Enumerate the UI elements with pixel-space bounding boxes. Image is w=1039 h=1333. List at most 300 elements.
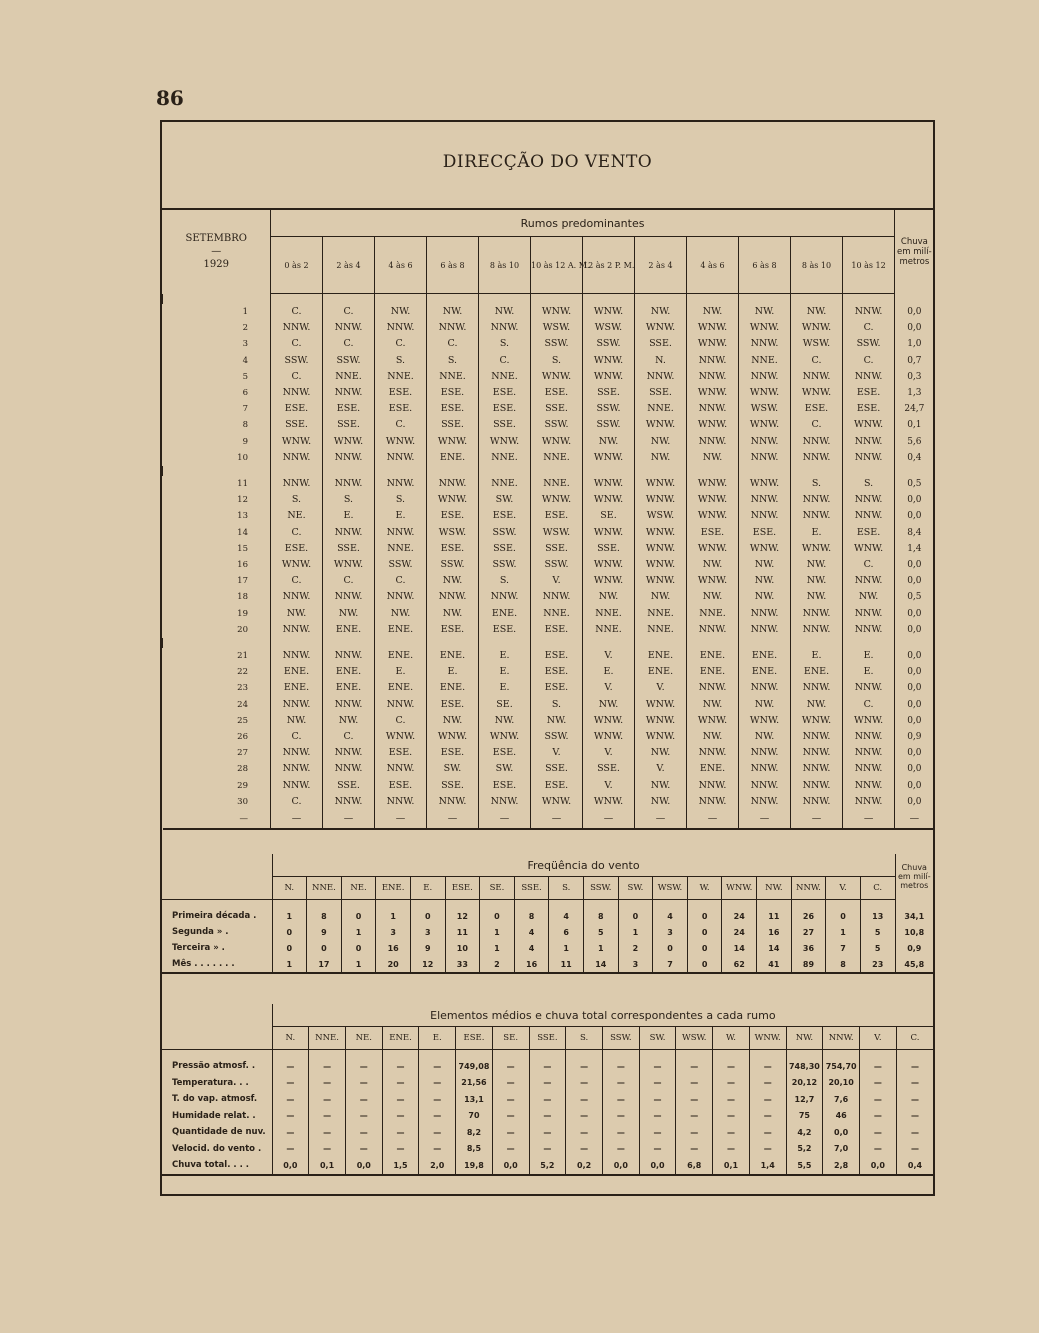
wind-direction-cell: NNW.: [271, 450, 323, 466]
wind-direction-cell: WNW.: [635, 557, 687, 573]
wind-direction-cell: SSW.: [427, 557, 479, 573]
elements-value: 6,8: [676, 1157, 713, 1175]
wind-direction-cell: NNW.: [791, 508, 843, 524]
elements-direction-header: SE.: [492, 1027, 529, 1050]
wind-direction-cell: C.: [323, 573, 375, 589]
wind-direction-cell: ESE.: [843, 401, 895, 417]
frequency-value: 1: [480, 940, 515, 956]
spacer-cell: [602, 1050, 639, 1059]
wind-direction-cell: NNW.: [843, 304, 895, 320]
elements-value: —: [639, 1058, 676, 1075]
wind-direction-cell: NNW.: [791, 745, 843, 761]
frequency-direction-header: N.: [272, 877, 307, 900]
elements-value: —: [272, 1058, 309, 1075]
elements-value: 20,12: [786, 1075, 823, 1092]
spacer-cell: [163, 294, 271, 305]
elements-row-label: Velocid. do vento .: [172, 1143, 262, 1154]
frequency-value: 7: [653, 956, 688, 973]
wind-direction-cell: S.: [843, 476, 895, 492]
wind-direction-cell: S.: [323, 492, 375, 508]
wind-direction-cell: C.: [271, 336, 323, 352]
elements-value: —: [492, 1058, 529, 1075]
wind-direction-cell: ESE.: [323, 401, 375, 417]
day-number: 4: [242, 355, 248, 366]
wind-direction-cell: WNW.: [583, 794, 635, 810]
frequency-value: 6: [549, 924, 584, 940]
spacer-cell: [341, 900, 376, 909]
wind-direction-cell: WNW.: [791, 541, 843, 557]
wind-direction-cell: SSW.: [375, 557, 427, 573]
elements-value: —: [713, 1141, 750, 1158]
wind-direction-cell: NNW.: [323, 794, 375, 810]
day-row: [163, 622, 934, 638]
frequency-direction-header: S.: [549, 877, 584, 900]
day-row: [163, 761, 934, 777]
wind-direction-cell: SSW.: [479, 525, 531, 541]
elements-direction-header: C.: [896, 1027, 933, 1050]
spacer-row: [163, 638, 934, 648]
spacer-cell: [713, 1050, 750, 1059]
day-number: 24: [237, 699, 248, 710]
wind-direction-cell: V.: [583, 745, 635, 761]
day-row: [163, 450, 934, 466]
frequency-value: 27: [791, 924, 826, 940]
elements-direction-header: V.: [860, 1027, 897, 1050]
wind-direction-cell: ESE.: [531, 778, 583, 794]
wind-direction-cell: WNW.: [531, 492, 583, 508]
elements-value: —: [749, 1141, 786, 1158]
elements-value: —: [272, 1075, 309, 1092]
frequency-row: [162, 940, 933, 956]
wind-direction-cell: NNW.: [323, 525, 375, 541]
wind-direction-cell: WNW.: [739, 417, 791, 433]
day-number: 6: [242, 388, 248, 399]
wind-direction-cell: NNW.: [375, 476, 427, 492]
wind-direction-cell: E.: [791, 525, 843, 541]
wind-direction-cell: ESE.: [427, 745, 479, 761]
day-number: 20: [237, 624, 248, 635]
wind-direction-cell: WNW.: [583, 353, 635, 369]
elements-value: 46: [823, 1108, 860, 1125]
wind-direction-cell: WNW.: [531, 304, 583, 320]
rain-cell: 0,0: [895, 606, 934, 622]
wind-direction-cell: SW.: [479, 492, 531, 508]
elements-value: —: [860, 1058, 897, 1075]
wind-direction-cell: WNW.: [635, 729, 687, 745]
wind-direction-cell: WNW.: [687, 541, 739, 557]
wind-direction-cell: SSE.: [479, 541, 531, 557]
wind-direction-cell: ENE.: [323, 664, 375, 680]
rain-cell: 0,0: [895, 557, 934, 573]
wind-direction-cell: NNW.: [843, 778, 895, 794]
elements-value: 754,70: [823, 1058, 860, 1075]
frequency-row-label: Mês . . . . . . .: [162, 956, 272, 973]
frequency-value: 1: [376, 908, 411, 924]
frequency-value: 5: [860, 924, 895, 940]
elements-value: —: [639, 1141, 676, 1158]
wind-direction-cell: ESE.: [479, 508, 531, 524]
frequency-value: 9: [307, 924, 342, 940]
rain-cell: 0,0: [895, 778, 934, 794]
elements-row: [162, 1124, 933, 1141]
frequency-value: 4: [653, 908, 688, 924]
frequency-direction-header: SSE.: [514, 877, 549, 900]
elements-value: —: [860, 1108, 897, 1125]
elements-direction-header: WNW.: [749, 1027, 786, 1050]
frequency-rain-value: 34,1: [895, 908, 933, 924]
day-row: [163, 434, 934, 450]
wind-direction-cell: E.: [791, 648, 843, 664]
dash-cell: —: [843, 810, 895, 829]
elements-value: 7,6: [823, 1091, 860, 1108]
spacer-row: [163, 466, 934, 476]
wind-direction-cell: NNW.: [739, 606, 791, 622]
wind-direction-cell: SSW.: [583, 417, 635, 433]
wind-direction-cell: NNW.: [375, 697, 427, 713]
elements-value: 5,2: [529, 1157, 566, 1175]
spacer-cell: [895, 466, 934, 476]
rain-header: Chuva em milí- metros: [895, 210, 934, 294]
elements-value: —: [749, 1091, 786, 1108]
wind-direction-cell: WNW.: [635, 573, 687, 589]
wind-direction-cell: WNW.: [843, 713, 895, 729]
frequency-value: 0: [653, 940, 688, 956]
elements-value: 0,0: [860, 1157, 897, 1175]
elements-value: —: [529, 1124, 566, 1141]
wind-direction-cell: ESE.: [375, 745, 427, 761]
day-row: [163, 778, 934, 794]
elements-value: —: [566, 1075, 603, 1092]
elements-value: 19,8: [456, 1157, 493, 1175]
wind-direction-cell: C.: [791, 417, 843, 433]
wind-direction-cell: C.: [375, 573, 427, 589]
wind-direction-cell: NNW.: [791, 778, 843, 794]
spacer-cell: [531, 466, 583, 476]
wind-direction-cell: ESE.: [427, 697, 479, 713]
wind-direction-cell: WNW.: [583, 729, 635, 745]
wind-direction-cell: NNW.: [843, 508, 895, 524]
wind-direction-cell: NW.: [427, 606, 479, 622]
spacer-cell: [271, 294, 323, 305]
day-number: 10: [237, 452, 248, 463]
elements-value: —: [529, 1108, 566, 1125]
dash-cell: —: [271, 810, 323, 829]
wind-direction-cell: NNW.: [791, 729, 843, 745]
wind-direction-cell: C.: [479, 353, 531, 369]
wind-direction-cell: NNW.: [323, 385, 375, 401]
wind-direction-cell: WNW.: [635, 417, 687, 433]
frequency-direction-header: SSW.: [583, 877, 618, 900]
elements-value: 4,2: [786, 1124, 823, 1141]
spacer-cell: [480, 900, 515, 909]
wind-direction-cell: WSW.: [531, 525, 583, 541]
wind-direction-cell: E.: [583, 664, 635, 680]
wind-direction-cell: E.: [427, 664, 479, 680]
wind-direction-cell: V.: [531, 745, 583, 761]
wind-direction-cell: NNW.: [739, 680, 791, 696]
wind-direction-cell: NNW.: [323, 648, 375, 664]
spacer-cell: [583, 294, 635, 305]
frequency-body: [162, 900, 933, 974]
day-row: [163, 745, 934, 761]
wind-direction-cell: ENE.: [427, 450, 479, 466]
wind-direction-cell: ESE.: [427, 385, 479, 401]
wind-direction-cell: ENE.: [635, 648, 687, 664]
rain-cell: 0,0: [895, 745, 934, 761]
wind-direction-cell: ESE.: [531, 648, 583, 664]
wind-direction-cell: WNW.: [739, 541, 791, 557]
spacer-cell: [323, 638, 375, 648]
day-number: 18: [237, 592, 248, 603]
wind-direction-cell: NNW.: [687, 353, 739, 369]
wind-direction-cell: NNW.: [739, 761, 791, 777]
wind-direction-cell: E.: [479, 648, 531, 664]
wind-direction-cell: E.: [843, 648, 895, 664]
rain-cell: 0,0: [895, 664, 934, 680]
wind-direction-cell: NW.: [687, 450, 739, 466]
frequency-value: 17: [307, 956, 342, 973]
wind-direction-cell: WNW.: [531, 369, 583, 385]
day-row: [163, 664, 934, 680]
spacer-cell: [375, 466, 427, 476]
wind-direction-cell: NNW.: [687, 622, 739, 638]
frequency-value: 4: [514, 924, 549, 940]
elements-value: 0,0: [492, 1157, 529, 1175]
wind-direction-cell: NNW.: [739, 336, 791, 352]
spacer-cell: [323, 466, 375, 476]
frequency-label-header: [162, 877, 272, 900]
elements-value: 8,2: [456, 1124, 493, 1141]
wind-direction-cell: ENE.: [739, 664, 791, 680]
elements-value: —: [345, 1141, 382, 1158]
day-row: [163, 304, 934, 320]
spacer-cell: [895, 294, 934, 305]
wind-direction-cell: NW.: [739, 557, 791, 573]
elements-direction-header: S.: [566, 1027, 603, 1050]
wind-direction-cell: V.: [635, 680, 687, 696]
elements-value: —: [602, 1075, 639, 1092]
elements-value: 12,7: [786, 1091, 823, 1108]
frequency-value: 14: [757, 940, 792, 956]
wind-direction-cell: ESE.: [791, 401, 843, 417]
frequency-value: 16: [376, 940, 411, 956]
spacer-cell: [566, 1050, 603, 1059]
spacer-cell: [382, 1050, 419, 1059]
spacer-cell: [896, 1050, 933, 1059]
frequency-value: 11: [757, 908, 792, 924]
wind-direction-cell: SSE.: [635, 385, 687, 401]
wind-direction-cell: NW.: [635, 589, 687, 605]
wind-direction-cell: SSE.: [427, 417, 479, 433]
wind-direction-cell: NW.: [531, 713, 583, 729]
elements-direction-header: W.: [713, 1027, 750, 1050]
rain-cell: 1,0: [895, 336, 934, 352]
wind-direction-cell: NNW.: [427, 476, 479, 492]
frequency-value: 5: [860, 940, 895, 956]
elements-value: 0,0: [823, 1124, 860, 1141]
wind-direction-cell: SSE.: [531, 541, 583, 557]
wind-direction-cell: WNW.: [635, 697, 687, 713]
frequency-value: 14: [583, 956, 618, 973]
elements-row: [162, 1058, 933, 1075]
wind-direction-cell: NNE.: [583, 622, 635, 638]
elements-value: —: [713, 1058, 750, 1075]
frequency-value: 1: [272, 956, 307, 973]
day-row: [163, 697, 934, 713]
frequency-value: 24: [722, 924, 757, 940]
wind-direction-cell: ENE.: [323, 622, 375, 638]
elements-value: —: [639, 1124, 676, 1141]
rain-cell: 0,0: [895, 573, 934, 589]
wind-direction-cell: WNW.: [635, 492, 687, 508]
wind-direction-cell: WNW.: [635, 476, 687, 492]
wind-direction-cell: SSE.: [271, 417, 323, 433]
wind-direction-cell: WNW.: [635, 541, 687, 557]
wind-direction-cell: ESE.: [479, 401, 531, 417]
wind-direction-cell: NW.: [739, 697, 791, 713]
frequency-value: 16: [514, 956, 549, 973]
elements-value: —: [639, 1108, 676, 1125]
wind-direction-cell: ENE.: [375, 680, 427, 696]
wind-direction-cell: NW.: [843, 589, 895, 605]
frequency-direction-header: SE.: [480, 877, 515, 900]
wind-direction-cell: C.: [271, 573, 323, 589]
wind-direction-cell: NNW.: [791, 434, 843, 450]
frequency-direction-header: WSW.: [653, 877, 688, 900]
elements-corner: [162, 1004, 272, 1027]
wind-direction-cell: ESE.: [427, 401, 479, 417]
spacer-cell: [272, 1050, 309, 1059]
elements-value: —: [419, 1075, 456, 1092]
frequency-value: 11: [549, 956, 584, 973]
wind-direction-cell: NNW.: [791, 680, 843, 696]
wind-direction-cell: ESE.: [479, 745, 531, 761]
wind-direction-cell: ENE.: [687, 761, 739, 777]
day-row: [163, 320, 934, 336]
wind-direction-cell: NW.: [479, 304, 531, 320]
wind-direction-cell: E.: [375, 508, 427, 524]
elements-value: —: [896, 1058, 933, 1075]
day-number: 30: [237, 796, 248, 807]
wind-direction-cell: WNW.: [635, 525, 687, 541]
wind-direction-cell: NNE.: [479, 476, 531, 492]
spacer-cell: [635, 294, 687, 305]
wind-direction-cell: SSE.: [583, 541, 635, 557]
spacer-cell: [419, 1050, 456, 1059]
spacer-cell: [687, 638, 739, 648]
wind-direction-cell: NW.: [687, 697, 739, 713]
elements-value: —: [309, 1108, 346, 1125]
elements-value: —: [382, 1075, 419, 1092]
frequency-value: 3: [618, 956, 653, 973]
wind-direction-cell: ENE.: [687, 648, 739, 664]
elements-value: 0,1: [309, 1157, 346, 1175]
wind-direction-cell: ESE.: [427, 508, 479, 524]
elements-value: —: [272, 1141, 309, 1158]
elements-row-label: Humidade relat. .: [172, 1110, 256, 1121]
frequency-value: 41: [757, 956, 792, 973]
wind-direction-cell: ESE.: [687, 525, 739, 541]
wind-direction-cell: C.: [375, 336, 427, 352]
elements-value: —: [345, 1091, 382, 1108]
wind-direction-cell: E.: [479, 664, 531, 680]
frequency-rain-value: 10,8: [895, 924, 933, 940]
elements-value: —: [676, 1108, 713, 1125]
wind-direction-cell: NW.: [687, 557, 739, 573]
wind-direction-cell: NNW.: [843, 745, 895, 761]
wind-direction-cell: NNW.: [635, 369, 687, 385]
elements-value: —: [529, 1075, 566, 1092]
wind-direction-cell: SSE.: [427, 778, 479, 794]
wind-direction-cell: NNW.: [739, 434, 791, 450]
rain-cell: 0,0: [895, 697, 934, 713]
wind-direction-cell: ESE.: [375, 778, 427, 794]
wind-direction-cell: NNW.: [843, 622, 895, 638]
wind-direction-cell: NNW.: [791, 369, 843, 385]
wind-direction-cell: C.: [323, 304, 375, 320]
wind-direction-cell: WNW.: [635, 713, 687, 729]
wind-direction-cell: WNW.: [739, 385, 791, 401]
frequency-value: 8: [514, 908, 549, 924]
rain-cell: 0,0: [895, 304, 934, 320]
wind-direction-cell: NNW.: [687, 434, 739, 450]
wind-direction-cell: NNW.: [479, 320, 531, 336]
wind-direction-cell: NW.: [271, 606, 323, 622]
frequency-value: 2: [480, 956, 515, 973]
elements-value: —: [309, 1124, 346, 1141]
wind-direction-cell: WNW.: [583, 369, 635, 385]
wind-direction-cell: ENE.: [739, 648, 791, 664]
frequency-rain-value: 45,8: [895, 956, 933, 973]
wind-direction-cell: ENE.: [635, 664, 687, 680]
elements-value: —: [896, 1141, 933, 1158]
elements-row-label: T. do vap. atmosf.: [172, 1094, 258, 1105]
dash-cell: —: [531, 810, 583, 829]
wind-direction-cell: WNW.: [323, 557, 375, 573]
elements-value: 5,2: [786, 1141, 823, 1158]
wind-direction-cell: WNW.: [271, 557, 323, 573]
elements-label-header: [162, 1027, 272, 1050]
frequency-rain-value: 0,9: [895, 940, 933, 956]
spacer-cell: [757, 900, 792, 909]
frequency-value: 7: [826, 940, 861, 956]
elements-direction-header: ENE.: [382, 1027, 419, 1050]
wind-direction-cell: ESE.: [375, 401, 427, 417]
frequency-value: 8: [583, 908, 618, 924]
wind-direction-cell: C.: [271, 729, 323, 745]
wind-direction-cell: NNE.: [739, 353, 791, 369]
wind-direction-cell: ENE.: [271, 680, 323, 696]
spacer-cell: [309, 1050, 346, 1059]
frequency-value: 0: [687, 908, 722, 924]
wind-direction-cell: E.: [479, 680, 531, 696]
wind-direction-cell: NNW.: [271, 589, 323, 605]
elements-value: —: [272, 1124, 309, 1141]
wind-direction-cell: S.: [479, 336, 531, 352]
elements-direction-header: SW.: [639, 1027, 676, 1050]
wind-direction-cell: NNW.: [791, 492, 843, 508]
frequency-row: [162, 908, 933, 924]
spacer-cell: [895, 638, 934, 648]
wind-direction-cell: WNW.: [479, 729, 531, 745]
wind-direction-cell: C.: [323, 729, 375, 745]
elements-value: —: [492, 1108, 529, 1125]
spacer-cell: [271, 638, 323, 648]
wind-direction-body: [163, 294, 934, 830]
elements-value: —: [602, 1091, 639, 1108]
elements-value: —: [602, 1108, 639, 1125]
elements-body: [162, 1050, 933, 1175]
